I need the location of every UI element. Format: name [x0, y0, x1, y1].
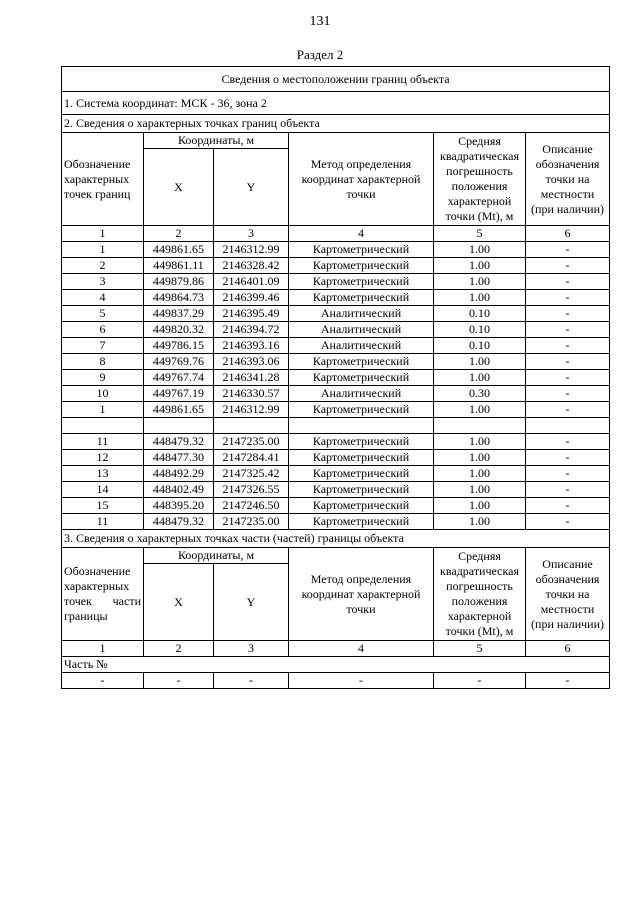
- column-number-5: 5: [434, 641, 526, 657]
- header-designation: Обозначение характерных точек границ: [62, 133, 144, 226]
- coord-x: 449769.76: [144, 354, 214, 370]
- point-number: 7: [62, 338, 144, 354]
- error-value: 0.10: [434, 338, 526, 354]
- method: Аналитический: [289, 306, 434, 322]
- header-error: Средняя квадратическая погрешность положения характерной точки (Mt), м: [434, 133, 526, 226]
- description: -: [526, 274, 610, 290]
- part-label-row: [62, 657, 610, 673]
- coord-x: 449861.11: [144, 258, 214, 274]
- empty-cell-6: -: [526, 673, 610, 689]
- header-coordinates: Координаты, м: [144, 133, 289, 149]
- coord-y: 2146395.49: [214, 306, 289, 322]
- point-number: 1: [62, 402, 144, 418]
- header-method: Метод определения координат характерной точки: [289, 133, 434, 226]
- error-value: 1.00: [434, 274, 526, 290]
- column-number-1: 1: [62, 641, 144, 657]
- coord-system-row: [62, 92, 610, 115]
- description: -: [526, 322, 610, 338]
- coord-x: 448395.20: [144, 498, 214, 514]
- description: -: [526, 306, 610, 322]
- method: Картометрический: [289, 354, 434, 370]
- coord-y: 2146393.06: [214, 354, 289, 370]
- part-column-numbers-row: [62, 641, 610, 657]
- description: -: [526, 354, 610, 370]
- table-row: [62, 514, 610, 530]
- coord-y: 2146401.09: [214, 274, 289, 290]
- part-label: Часть №: [62, 657, 610, 673]
- column-number-2: 2: [144, 226, 214, 242]
- column-number-4: 4: [289, 641, 434, 657]
- method: Картометрический: [289, 370, 434, 386]
- part-caption: 3. Сведения о характерных точках части (частей) границы объекта: [62, 530, 610, 548]
- blank-cell: [289, 418, 434, 434]
- blank-cell: [214, 418, 289, 434]
- coord-y: 2146330.57: [214, 386, 289, 402]
- method: Картометрический: [289, 274, 434, 290]
- method: Картометрический: [289, 258, 434, 274]
- part-header-designation: Обозначение характерных точек части границы: [62, 548, 144, 641]
- table-row: [62, 434, 610, 450]
- empty-cell-4: -: [289, 673, 434, 689]
- method: Аналитический: [289, 338, 434, 354]
- description: -: [526, 466, 610, 482]
- description: -: [526, 370, 610, 386]
- error-value: 1.00: [434, 482, 526, 498]
- column-number-6: 6: [526, 226, 610, 242]
- header-row-1: [62, 133, 610, 149]
- description: -: [526, 498, 610, 514]
- coord-x: 449861.65: [144, 402, 214, 418]
- error-value: 1.00: [434, 354, 526, 370]
- coord-x: 449767.74: [144, 370, 214, 386]
- coord-y: 2146328.42: [214, 258, 289, 274]
- point-number: 8: [62, 354, 144, 370]
- coord-x: 449861.65: [144, 242, 214, 258]
- table-row: [62, 322, 610, 338]
- column-number-6: 6: [526, 641, 610, 657]
- header-x: X: [144, 149, 214, 226]
- table-row: [62, 450, 610, 466]
- table-row: [62, 498, 610, 514]
- blank-cell: [526, 418, 610, 434]
- coord-x: 449767.19: [144, 386, 214, 402]
- coord-x: 449879.86: [144, 274, 214, 290]
- table-row: [62, 338, 610, 354]
- point-number: 1: [62, 242, 144, 258]
- empty-cell-2: -: [144, 673, 214, 689]
- coord-y: 2147284.41: [214, 450, 289, 466]
- table-row: [62, 306, 610, 322]
- coord-y: 2146341.28: [214, 370, 289, 386]
- column-number-1: 1: [62, 226, 144, 242]
- coord-x: 448479.32: [144, 434, 214, 450]
- description: -: [526, 290, 610, 306]
- method: Картометрический: [289, 434, 434, 450]
- point-number: 11: [62, 434, 144, 450]
- method: Аналитический: [289, 386, 434, 402]
- description: -: [526, 242, 610, 258]
- error-value: 0.10: [434, 306, 526, 322]
- point-number: 15: [62, 498, 144, 514]
- error-value: 1.00: [434, 290, 526, 306]
- table-row: [62, 482, 610, 498]
- table-row: [62, 402, 610, 418]
- coord-y: 2147246.50: [214, 498, 289, 514]
- coord-x: 448477.30: [144, 450, 214, 466]
- part-empty-row: [62, 673, 610, 689]
- error-value: 0.10: [434, 322, 526, 338]
- table-row: [62, 370, 610, 386]
- method: Картометрический: [289, 290, 434, 306]
- error-value: 1.00: [434, 370, 526, 386]
- point-number: 10: [62, 386, 144, 402]
- table-row: [62, 354, 610, 370]
- coord-y: 2146312.99: [214, 242, 289, 258]
- part-header-coordinates: Координаты, м: [144, 548, 289, 564]
- table-title: Сведения о местоположении границ объекта: [62, 67, 610, 92]
- empty-cell-3: -: [214, 673, 289, 689]
- description: -: [526, 258, 610, 274]
- header-description: Описание обозначения точки на местности (при наличии): [526, 133, 610, 226]
- coord-y: 2146393.16: [214, 338, 289, 354]
- column-number-4: 4: [289, 226, 434, 242]
- blank-cell: [434, 418, 526, 434]
- coord-x: 448402.49: [144, 482, 214, 498]
- column-number-2: 2: [144, 641, 214, 657]
- page-number: 131: [309, 14, 331, 29]
- error-value: 1.00: [434, 498, 526, 514]
- empty-cell-5: -: [434, 673, 526, 689]
- description: -: [526, 450, 610, 466]
- separator-row: [62, 418, 610, 434]
- coord-y: 2147235.00: [214, 514, 289, 530]
- point-number: 3: [62, 274, 144, 290]
- column-number-3: 3: [214, 226, 289, 242]
- error-value: 1.00: [434, 258, 526, 274]
- coord-system-line: 1. Система координат: МСК - 36, зона 2: [62, 92, 610, 115]
- error-value: 1.00: [434, 514, 526, 530]
- blank-cell: [144, 418, 214, 434]
- part-caption-row: [62, 530, 610, 548]
- coord-y: 2147235.00: [214, 434, 289, 450]
- error-value: 1.00: [434, 402, 526, 418]
- point-number: 6: [62, 322, 144, 338]
- method: Картометрический: [289, 402, 434, 418]
- coord-x: 448479.32: [144, 514, 214, 530]
- table-row: [62, 274, 610, 290]
- method: Картометрический: [289, 514, 434, 530]
- description: -: [526, 482, 610, 498]
- part-header-method: Метод определения координат характерной точки: [289, 548, 434, 641]
- table-title-row: [62, 67, 610, 92]
- error-value: 1.00: [434, 466, 526, 482]
- coord-x: 448492.29: [144, 466, 214, 482]
- part-header-error: Средняя квадратическая погрешность положения характерной точки (Mt), м: [434, 548, 526, 641]
- points-caption-row: [62, 115, 610, 133]
- error-value: 1.00: [434, 434, 526, 450]
- boundary-table: [61, 66, 610, 689]
- description: -: [526, 386, 610, 402]
- table-row: [62, 290, 610, 306]
- point-number: 11: [62, 514, 144, 530]
- method: Картометрический: [289, 482, 434, 498]
- description: -: [526, 434, 610, 450]
- coord-x: 449786.15: [144, 338, 214, 354]
- point-number: 5: [62, 306, 144, 322]
- part-header-x: X: [144, 564, 214, 641]
- method: Аналитический: [289, 322, 434, 338]
- point-number: 2: [62, 258, 144, 274]
- coord-y: 2147326.55: [214, 482, 289, 498]
- empty-cell-1: -: [62, 673, 144, 689]
- header-y: Y: [214, 149, 289, 226]
- description: -: [526, 514, 610, 530]
- column-number-5: 5: [434, 226, 526, 242]
- table-row: [62, 258, 610, 274]
- point-number: 4: [62, 290, 144, 306]
- coord-x: 449864.73: [144, 290, 214, 306]
- point-number: 9: [62, 370, 144, 386]
- table-row: [62, 466, 610, 482]
- error-value: 0.30: [434, 386, 526, 402]
- blank-cell: [62, 418, 144, 434]
- table-row: [62, 386, 610, 402]
- method: Картометрический: [289, 450, 434, 466]
- method: Картометрический: [289, 498, 434, 514]
- description: -: [526, 402, 610, 418]
- part-header-description: Описание обозначения точки на местности (при наличии): [526, 548, 610, 641]
- part-header-y: Y: [214, 564, 289, 641]
- method: Картометрический: [289, 466, 434, 482]
- coord-x: 449837.29: [144, 306, 214, 322]
- column-numbers-row: [62, 226, 610, 242]
- table-row: [62, 242, 610, 258]
- part-header-row-1: [62, 548, 610, 564]
- point-number: 13: [62, 466, 144, 482]
- point-number: 12: [62, 450, 144, 466]
- coord-x: 449820.32: [144, 322, 214, 338]
- description: -: [526, 338, 610, 354]
- points-caption: 2. Сведения о характерных точках границ объекта: [62, 115, 610, 133]
- coord-y: 2147325.42: [214, 466, 289, 482]
- section-title: Раздел 2: [296, 47, 344, 62]
- error-value: 1.00: [434, 242, 526, 258]
- error-value: 1.00: [434, 450, 526, 466]
- coord-y: 2146394.72: [214, 322, 289, 338]
- coord-y: 2146399.46: [214, 290, 289, 306]
- method: Картометрический: [289, 242, 434, 258]
- coord-y: 2146312.99: [214, 402, 289, 418]
- column-number-3: 3: [214, 641, 289, 657]
- point-number: 14: [62, 482, 144, 498]
